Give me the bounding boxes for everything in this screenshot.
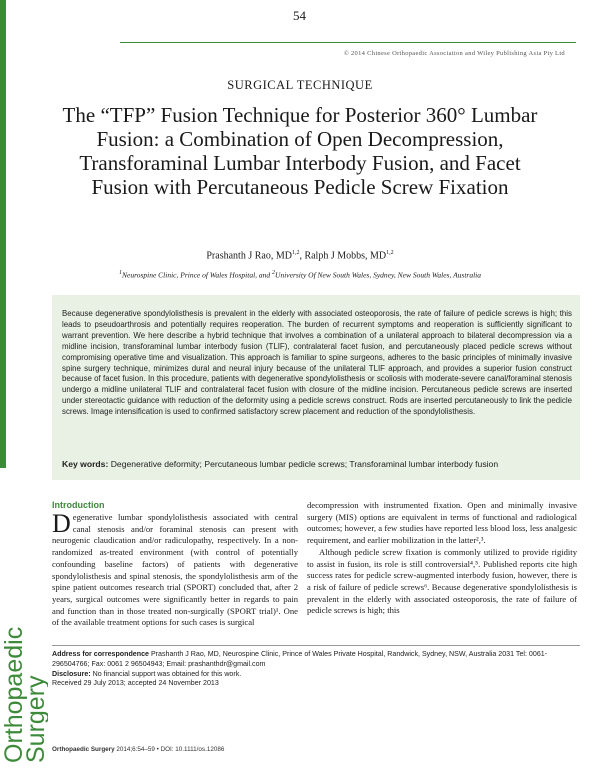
correspondence-block: [52, 650, 580, 689]
journal-side-logo-svg: [0, 480, 48, 765]
intro-paragraph-1: [52, 509, 298, 629]
header-rule: [120, 42, 576, 43]
page-number: 54: [293, 8, 306, 23]
side-logo-line2: Surgery: [22, 675, 48, 763]
section-label: SURGICAL TECHNIQUE: [227, 78, 373, 92]
footer-citation-text: 2014;6:54–59 • DOI: 10.1111/os.12086: [114, 746, 225, 753]
correspondence-label: Address for correspondence: [52, 650, 149, 658]
copyright-line: © 2014 Chinese Orthopaedic Association and Wiley Publishing Asia Pty Ltd: [343, 50, 565, 57]
author-separator: ,: [299, 250, 305, 262]
keywords-label: Key words:: [62, 459, 109, 469]
affiliations-line: [0, 270, 600, 280]
left-column: [52, 500, 298, 629]
disclosure-text: No financial support was obtained for this work.: [90, 669, 242, 678]
correspondence-text: Prashanth J Rao, MD, Neurospine Clinic, Prince of Wales Private Hospital, Randwick, Sydney, NSW, Australia 2031 Tel: 0061-296504766; Fax: 0061 2 96504943; Email: prashanthdr@gmail.com: [52, 650, 548, 668]
footer-journal: Orthopaedic Surgery: [52, 746, 115, 753]
right-paragraph-2: Although pedicle screw fixation is commonly utilized to provide rigidity to assist in fusion, its role is still controversial⁴,⁵. Published reports cite high success rates for pedicle screw-augmented interbody fusion, however, there is a risk of failure of pedicle screws⁶. Because degenerative spondylolisthesis is prevalent in the elderly with associated osteoporosis, the rate of failure of pedicle screws is high; this: [307, 546, 577, 616]
side-accent-top: [0, 0, 6, 18]
right-paragraph-1: decompression with instrumented fixation. Open and minimally invasive surgery (MIS) options are equivalent in terms of functional and radiological outcomes; however, a few studies have reported less blood loss, less analgesic requirement, and earlier mobilization in the latter²,³.: [307, 500, 577, 546]
author-2: Ralph J Mobbs, MD: [304, 250, 387, 262]
correspondence-rule: [52, 645, 580, 646]
journal-side-logo: [0, 480, 48, 765]
affil-2: University Of New South Wales, Sydney, New South Wales, Australia: [275, 270, 482, 280]
footer-citation: [52, 746, 580, 753]
intro-heading: Introduction: [52, 500, 105, 510]
keywords-text: Degenerative deformity; Percutaneous lumbar pedicle screws; Transforaminal lumbar interbody fusion: [108, 459, 499, 469]
affil-1: Neurospine Clinic, Prince of Wales Hospital, and: [121, 270, 273, 280]
disclosure-line: [52, 670, 580, 680]
side-logo-line1: Orthopaedic: [0, 626, 28, 763]
affil-1-marker: 1: [118, 270, 122, 276]
author-1-affil: 1,2: [291, 250, 300, 256]
author-1: Prashanth J Rao, MD: [206, 250, 292, 262]
correspondence-line: [52, 650, 580, 670]
drop-cap: D: [52, 509, 71, 538]
right-column: [307, 500, 577, 617]
intro-paragraph-1-text: egenerative lumbar spondylolisthesis associated with central canal stenosis and/or foraminal stenosis can present with neurogenic claudication and/or radiculopathy, respectively. In a non-randomized as-treated environment (with control of potentially confounding baseline factors) of patients with degenerative spondylolisthesis and spinal stenosis, the spondylolisthesis arm of the spine patient outcomes research trial (SPORT) concluded that, after 2 years, surgical outcomes were significantly better in regards to pain and function than in those treated non-surgically (SPORT trial)¹. One of the available treatment options for such cases is surgical: [52, 512, 298, 628]
affil-2-marker: 2: [272, 270, 276, 276]
author-2-affil: 1,2: [386, 250, 394, 256]
article-title: The “TFP” Fusion Technique for Posterior 360° Lumbar Fusion: a Combination of Open Decompression, Transforaminal Lumbar Interbody Fusion, and Facet Fusion with Percutaneous Pedicle Screw Fixation: [62, 103, 538, 199]
disclosure-label: Disclosure:: [52, 669, 91, 678]
received-line: Received 29 July 2013; accepted 24 November 2013: [52, 679, 219, 688]
authors-line: [0, 250, 600, 261]
abstract-text: Because degenerative spondylolisthesis is prevalent in the elderly with associated osteoporosis, the rate of failure of pedicle screws is high; this leads to pseudoarthrosis and potentially requires reoperation. The burden of recurrent symptoms and reoperation is sufficiently significant to warrant prevention. We here describe a hybrid technique that involves a combination of a unilateral approach to bilateral decompression via a midline incision, transforaminal lumbar interbody fusion (TLIF), contralateral facet fusion, and percutaneously placed pedicle screws without compromising operative time and visualization. This approach is familiar to spine surgeons, adheres to the basic principles of minimally invasive spine surgery technique, minimizes dural and neural injury because of the unilateral TLIF approach, and provides a superior fusion construct because of facet fusion. In this procedure, patients with degenerative spondylolisthesis or scoliosis with moderate-severe canal/foraminal stenosis undergo a midline unilateral TLIF and contralateral facet fusion with closure of the midline incision. Percutaneous pedicle screws are inserted under stereotactic guidance with reduction of the deformity using a pedicle screws construct. Rods are inserted percutaneously to link the pedicle screws. Image intensification is used to confirmed satisfactory screw placement and reduction of the spondylolisthesis.: [62, 309, 572, 417]
keywords-line: [62, 459, 572, 469]
